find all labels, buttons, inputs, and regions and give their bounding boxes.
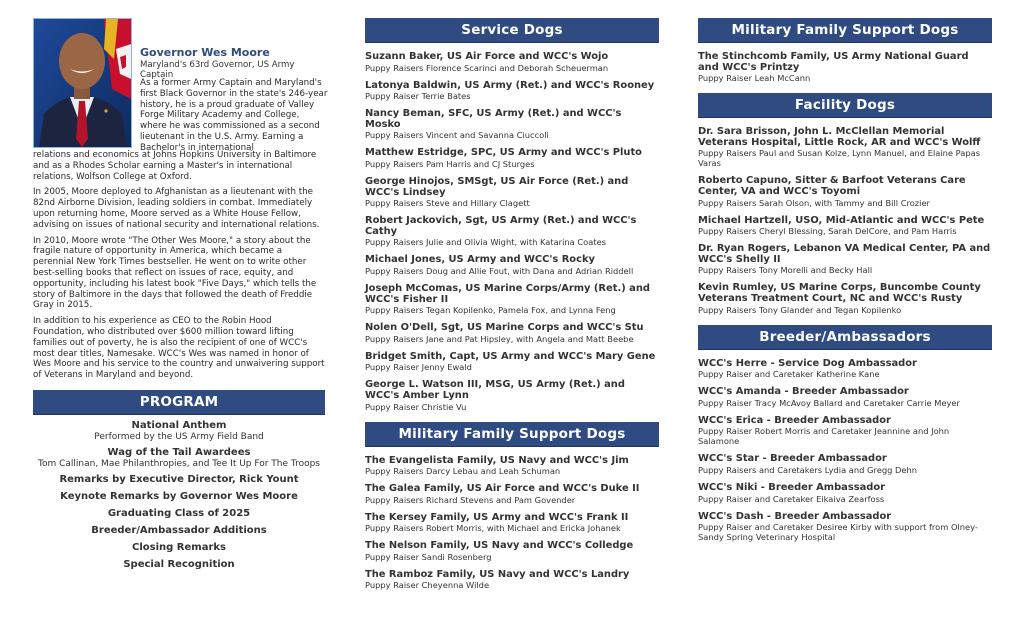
program-item-title: Remarks by Executive Director, Rick Yount [59, 473, 299, 485]
honoree-title: Michael Hartzell, USO, Mid-Atlantic and WCC's Pete [698, 214, 985, 226]
honoree-title: Bridget Smith, Capt, US Army and WCC's Mary Gene [365, 350, 656, 362]
honoree-title: WCC's Star - Breeder Ambassador [698, 453, 887, 465]
honoree-title: The Kersey Family, US Army and WCC's Frank II [365, 511, 629, 523]
military-family-list-continued [698, 52, 992, 83]
honoree-title: Dr. Sara Brisson, John L. McClellan Memorial Veterans Hospital, Little Rock, AR and WCC's Wolff [698, 126, 981, 148]
facility-dogs-list [698, 127, 992, 314]
honoree-title: The Stinchcomb Family, US Army National Guard and WCC's Printzy [698, 51, 969, 73]
honoree-title: Michael Jones, US Army and WCC's Rocky [365, 254, 595, 266]
honoree-title: Joseph McComas, US Marine Corps/Army (Ret.) and WCC's Fisher II [365, 282, 650, 305]
program-item [33, 420, 325, 442]
puppy-raisers: Puppy Raisers Steve and Hillary Clagett [365, 198, 530, 209]
puppy-raisers: Puppy Raisers Julie and Olivia Wight, with Katarina Coates [365, 237, 607, 248]
honoree-entry [365, 513, 659, 534]
program-item-subtitle: Performed by the US Army Field Band [94, 431, 264, 442]
honoree-entry [365, 284, 659, 315]
puppy-raisers: Puppy Raiser and Caretaker Eikaiva Zearfoss [698, 493, 885, 504]
honoree-entry [365, 570, 659, 591]
honoree-title: WCC's Herre - Service Dog Ambassador [698, 357, 917, 369]
service-dogs-list [365, 52, 659, 412]
honoree-entry [365, 148, 659, 169]
governor-photo [33, 18, 132, 148]
puppy-raisers: Puppy Raisers Richard Stevens and Pam Govender [365, 494, 576, 505]
military-family-section-2 [698, 18, 992, 83]
program-section [33, 390, 325, 571]
program-item-title: Closing Remarks [132, 541, 226, 553]
honoree-title: The Ramboz Family, US Navy and WCC's Landry [365, 568, 630, 580]
program-heading: PROGRAM [33, 390, 325, 415]
program-item [33, 559, 325, 571]
puppy-raisers: Puppy Raiser Jenny Ewald [365, 362, 472, 373]
program-item [33, 525, 325, 537]
program-item-title: National Anthem [131, 419, 227, 431]
right-column [698, 18, 992, 552]
puppy-raisers: Puppy Raiser Terrie Bates [365, 91, 471, 102]
honoree-title: Roberto Capuno, Sitter & Barfoot Veterans Care Center, VA and WCC's Toyomi [698, 175, 966, 197]
puppy-raisers: Puppy Raisers Tony Morelli and Becky Hall [698, 265, 873, 276]
program-item [33, 491, 325, 503]
puppy-raisers: Puppy Raisers Tegan Kopilenko, Pamela Fox, and Lynna Feng [365, 305, 616, 316]
honoree-title: Robert Jackovich, Sgt, US Army (Ret.) and WCC's Cathy [365, 215, 637, 237]
military-family-heading: Military Family Support Dogs [365, 422, 659, 447]
program-item [33, 508, 325, 520]
honoree-title: The Evangelista Family, US Navy and WCC's Jim [365, 454, 629, 466]
military-family-list [365, 456, 659, 591]
puppy-raisers: Puppy Raiser Christie Vu [365, 401, 467, 412]
puppy-raisers: Puppy Raisers Florence Scarinci and Deborah Scheuerman [365, 62, 609, 73]
honoree-entry [365, 323, 659, 344]
honoree-entry [365, 380, 659, 411]
honoree-entry [365, 255, 659, 276]
puppy-raisers: Puppy Raisers Sarah Olson, with Tammy and Bill Crozier [698, 197, 930, 208]
honoree-title: WCC's Niki - Breeder Ambassador [698, 481, 885, 493]
honoree-entry [698, 454, 992, 475]
puppy-raisers: Puppy Raiser Cheyenna Wilde [365, 580, 490, 591]
service-dogs-heading: Service Dogs [365, 18, 659, 43]
honoree-entry [698, 359, 992, 380]
puppy-raisers: Puppy Raiser Sandi Rosenberg [365, 551, 492, 562]
honoree-entry [365, 541, 659, 562]
service-dogs-section [365, 18, 659, 412]
honoree-title: The Nelson Family, US Navy and WCC's Colledge [365, 540, 634, 552]
military-family-heading-continued: Military Family Support Dogs [698, 18, 992, 43]
honoree-title: George Hinojos, SMSgt, US Air Force (Ret.) and WCC's Lindsey [365, 175, 629, 198]
honoree-entry [365, 456, 659, 477]
facility-dogs-section [698, 93, 992, 314]
honoree-title: Latonya Baldwin, US Army (Ret.) and WCC's Rooney [365, 79, 655, 91]
left-column [33, 18, 328, 576]
honoree-entry [365, 109, 659, 140]
honoree-entry [698, 416, 992, 447]
puppy-raisers: Puppy Raisers Vincent and Savanna Ciuccoli [365, 130, 549, 141]
honoree-entry [365, 484, 659, 505]
honoree-title: Nolen O'Dell, Sgt, US Marine Corps and WCC's Stu [365, 322, 644, 334]
honoree-entry [698, 127, 992, 168]
bio-paragraph-2: In 2005, Moore deployed to Afghanistan as a lieutenant with the 82nd Airborne Division, leading soldiers in combat. Immediately upon returning home, Moore served as a White House Fellow, advising on issues of national security and international relations. [33, 187, 320, 230]
honoree-entry [698, 283, 992, 314]
puppy-raisers: Puppy Raisers Pam Harris and CJ Sturges [365, 158, 535, 169]
honoree-entry [698, 52, 992, 83]
puppy-raisers: Puppy Raisers and Caretakers Lydia and Gregg Dehn [698, 464, 917, 475]
program-item-title: Special Recognition [123, 558, 235, 570]
program-item-title: Wag of the Tail Awardees [107, 446, 251, 458]
honoree-entry [698, 512, 992, 543]
puppy-raisers: Puppy Raiser and Caretaker Desiree Kirby with support from Olney-Sandy Spring Veterinary Hospital [698, 522, 978, 543]
program-item-title: Graduating Class of 2025 [107, 507, 251, 519]
puppy-raisers: Puppy Raiser Leah McCann [698, 73, 811, 84]
honoree-entry [698, 387, 992, 408]
bio-paragraph-4: In addition to his experience as CEO to the Robin Hood Foundation, who distributed over $600 million toward lifting families out of poverty, he is also the recipient of one of WCC's most dear titles, Namesake. WCC's Wes was named in honor of Wes Moore and his service to the country and unwaivering support of Veterans in Maryland and beyond. [33, 316, 325, 381]
puppy-raisers: Puppy Raiser and Caretaker Katherine Kane [698, 369, 880, 380]
honoree-entry [698, 483, 992, 504]
breeders-list [698, 359, 992, 543]
honoree-title: Suzann Baker, US Air Force and WCC's Wojo [365, 51, 609, 62]
military-family-section-1 [365, 422, 659, 591]
honoree-entry [365, 52, 659, 73]
honoree-title: The Galea Family, US Air Force and WCC's Duke II [365, 483, 640, 495]
puppy-raisers: Puppy Raisers Jane and Pat Hipsley, with Angela and Matt Beebe [365, 333, 634, 344]
program-item [33, 447, 325, 469]
program-list [33, 420, 325, 571]
facility-dogs-heading: Facility Dogs [698, 93, 992, 118]
governor-name: Governor Wes Moore [140, 46, 270, 59]
program-item-subtitle: Tom Callinan, Mae Philanthropies, and Tee It Up For The Troops [38, 458, 320, 469]
program-item [33, 542, 325, 554]
honoree-title: WCC's Dash - Breeder Ambassador [698, 510, 892, 522]
bio-paragraph-1-top: As a former Army Captain and Maryland's first Black Governor in the state's 246-year history, he is a proud graduate of Valley Forge Military Academy and College, where he was commissioned as a second lieutenant in the U.S. Army. Earning a Bachelor's in international [140, 78, 328, 153]
puppy-raisers: Puppy Raisers Darcy Lebau and Leah Schuman [365, 466, 561, 477]
honoree-entry [365, 216, 659, 247]
program-item-title: Breeder/Ambassador Additions [91, 524, 267, 536]
breeders-section [698, 325, 992, 543]
honoree-title: WCC's Amanda - Breeder Ambassador [698, 386, 909, 398]
puppy-raisers: Puppy Raisers Tony Glander and Tegan Kopilenko [698, 304, 902, 315]
honoree-entry [365, 352, 659, 373]
bio-paragraph-1-rest: relations and economics at Johns Hopkins University in Baltimore and as a Rhodes Scholar earning a Master's in international relations, Wolfson College at Oxford. [33, 150, 317, 182]
puppy-raisers: Puppy Raiser Tracy McAvoy Ballard and Caretaker Carrie Meyer [698, 397, 960, 408]
middle-column [365, 18, 659, 600]
honoree-entry [365, 177, 659, 208]
puppy-raisers: Puppy Raisers Cheryl Blessing, Sarah DelCore, and Pam Harris [698, 226, 957, 237]
honoree-entry [698, 216, 992, 237]
honoree-title: WCC's Erica - Breeder Ambassador [698, 414, 891, 426]
puppy-raisers: Puppy Raisers Doug and Allie Fout, with Dana and Adrian Riddell [365, 265, 634, 276]
honoree-title: Dr. Ryan Rogers, Lebanon VA Medical Center, PA and WCC's Shelly II [698, 243, 991, 265]
honoree-title: Kevin Rumley, US Marine Corps, Buncombe County Veterans Treatment Court, NC and WCC's Rusty [698, 282, 981, 304]
program-item [33, 474, 325, 486]
puppy-raisers: Puppy Raisers Robert Morris, with Michael and Ericka Johanek [365, 523, 621, 534]
honoree-entry [698, 176, 992, 207]
portrait-photo-icon [34, 19, 131, 147]
honoree-title: George L. Watson III, MSG, US Army (Ret.) and WCC's Amber Lynn [365, 379, 625, 401]
honoree-title: Nancy Beman, SFC, US Army (Ret.) and WCC's Mosko [365, 108, 622, 130]
honoree-title: Matthew Estridge, SPC, US Army and WCC's Pluto [365, 147, 642, 159]
governor-title: Maryland's 63rd Governor, US Army Captain [140, 60, 295, 80]
program-item-title: Keynote Remarks by Governor Wes Moore [60, 490, 298, 502]
bio-paragraph-3: In 2010, Moore wrote "The Other Wes Moore," a story about the fragile nature of opportunity in America, which became a perennial New York Times bestseller. He went on to write other best-selling books that reflect on issues of race, equity, and opportunity, including his latest book "Five Days," which tells the story of Baltimore in the days that followed the death of Freddie Gray in 2015. [33, 235, 317, 311]
honoree-entry [698, 244, 992, 275]
honoree-entry [365, 81, 659, 102]
breeders-heading: Breeder/Ambassadors [698, 325, 992, 350]
puppy-raisers: Puppy Raisers Paul and Susan Kolze, Lynn Manuel, and Elaine Papas Varas [698, 148, 981, 169]
governor-bio-header [33, 18, 328, 153]
puppy-raisers: Puppy Raiser Robert Morris and Caretaker Jeannine and John Salamone [698, 426, 950, 447]
